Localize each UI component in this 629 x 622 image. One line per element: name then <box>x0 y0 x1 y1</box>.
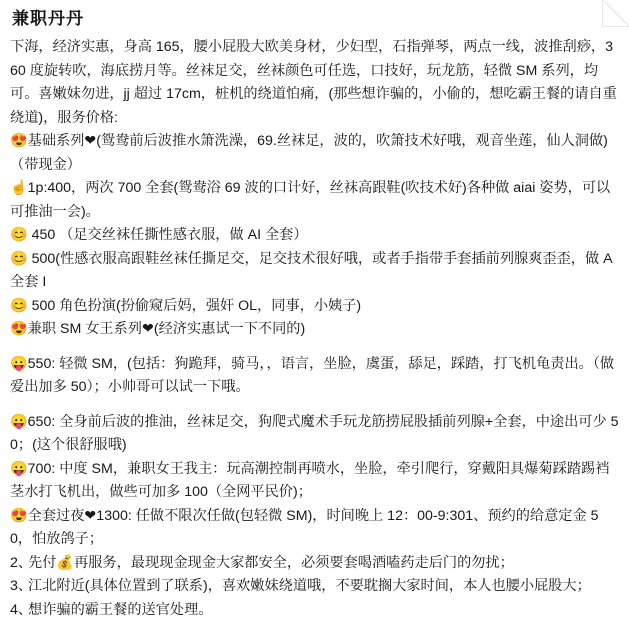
list-item-text: 江北附近(具体位置到了联系)，喜欢嫩妹绕道哦，不要耽搁大家时间，本人也腰小屁股大； <box>28 578 591 594</box>
list-item <box>10 575 619 599</box>
page-fold-icon <box>602 0 629 27</box>
paragraph-price-1p: ☝1p:400，两次 700 全套(鸳鸯浴 69 波的口计好，丝袜高跟鞋(吹技术好)各种做 aiai 姿势，可以可推油一会)。 <box>10 177 619 224</box>
list-item-text: 想诈骗的霸王餐的送官处理。 <box>28 602 212 618</box>
list-item-marker: 2、 <box>10 552 32 576</box>
list-item <box>10 552 619 576</box>
paragraph-price-500b: 😊 500 角色扮演(扮偷窥后妈，强奸 OL，同事，小姨子) <box>10 295 619 319</box>
spacer-1 <box>10 342 619 353</box>
list-item <box>10 599 619 622</box>
terms-list <box>10 552 619 622</box>
list-item-marker: 4、 <box>10 599 32 622</box>
paragraph-price-700: 😛700: 中度 SM，兼职女王我主：玩高潮控制再喷水，坐脸，牵引爬行，穿戴阳具爆菊踩踏踢裆茎水打飞机出，做些可加多 100（全网平民价)； <box>10 458 619 505</box>
paragraph-price-500a: 😊 500(性感衣服高跟鞋丝袜任撕足交，足交技术很好哦，或者手指带手套插前列腺爽歪歪，做 A 全套 I <box>10 248 619 295</box>
paragraph-intro: 下海，经济实惠，身高 165，腰小屁股大欧美身材，少妇型，石指弹琴，两点一线，波推刮痧，360 度旋转吹，海底捞月等。丝袜足交，丝袜颜色可任选，口技好，玩龙筋，轻微 SM 系列，均可。喜嫩妹勿进，jj 超过 17cm，桩机的绕道怕痛，(那些想诈骗的，小偷的，想吃霸王餐的请自重绕道)，服务价格: <box>10 36 619 130</box>
page-title: 兼职丹丹 <box>12 8 619 30</box>
list-item-text: 先付💰再服务，最现现金现金大家都安全，必须要套喝酒嗑药走后门的勿扰； <box>28 555 514 571</box>
paragraph-price-650: 😛650: 全身前后波的推油，丝袜足交，狗爬式魔术手玩龙筋捞屁股插前列腺+全套，中途出可少 50；(这个很舒服哦) <box>10 411 619 458</box>
paragraph-basic-series: 😍基础系列❤(鸳鸯前后波推水箫洗澡，69.丝袜足，波的，吹箫技术好哦，观音坐莲，仙人洞做)（带现金） <box>10 130 619 177</box>
list-item-marker: 3、 <box>10 575 32 599</box>
document-body <box>10 36 619 622</box>
paragraph-price-overnight: 😍全套过夜❤1300: 任做不限次任做(包轻微 SM)，时间晚上 12：00-9:301、预约的给意定金 50，怕放鸽子； <box>10 505 619 552</box>
paragraph-price-450: 😊 450 （足交丝袜任撕性感衣服，做 AI 全套） <box>10 224 619 248</box>
paragraph-price-550: 😛550: 轻微 SM，(包括：狗跪拜，骑马，，语言，坐脸，虞蛋，舔足，踩踏，打飞机龟责出。（做爱出加多 50）；小帅哥可以试一下哦。 <box>10 353 619 400</box>
spacer-2 <box>10 400 619 411</box>
paragraph-sm-series-heading: 😍兼职 SM 女王系列❤(经济实惠试一下不同的) <box>10 318 619 342</box>
